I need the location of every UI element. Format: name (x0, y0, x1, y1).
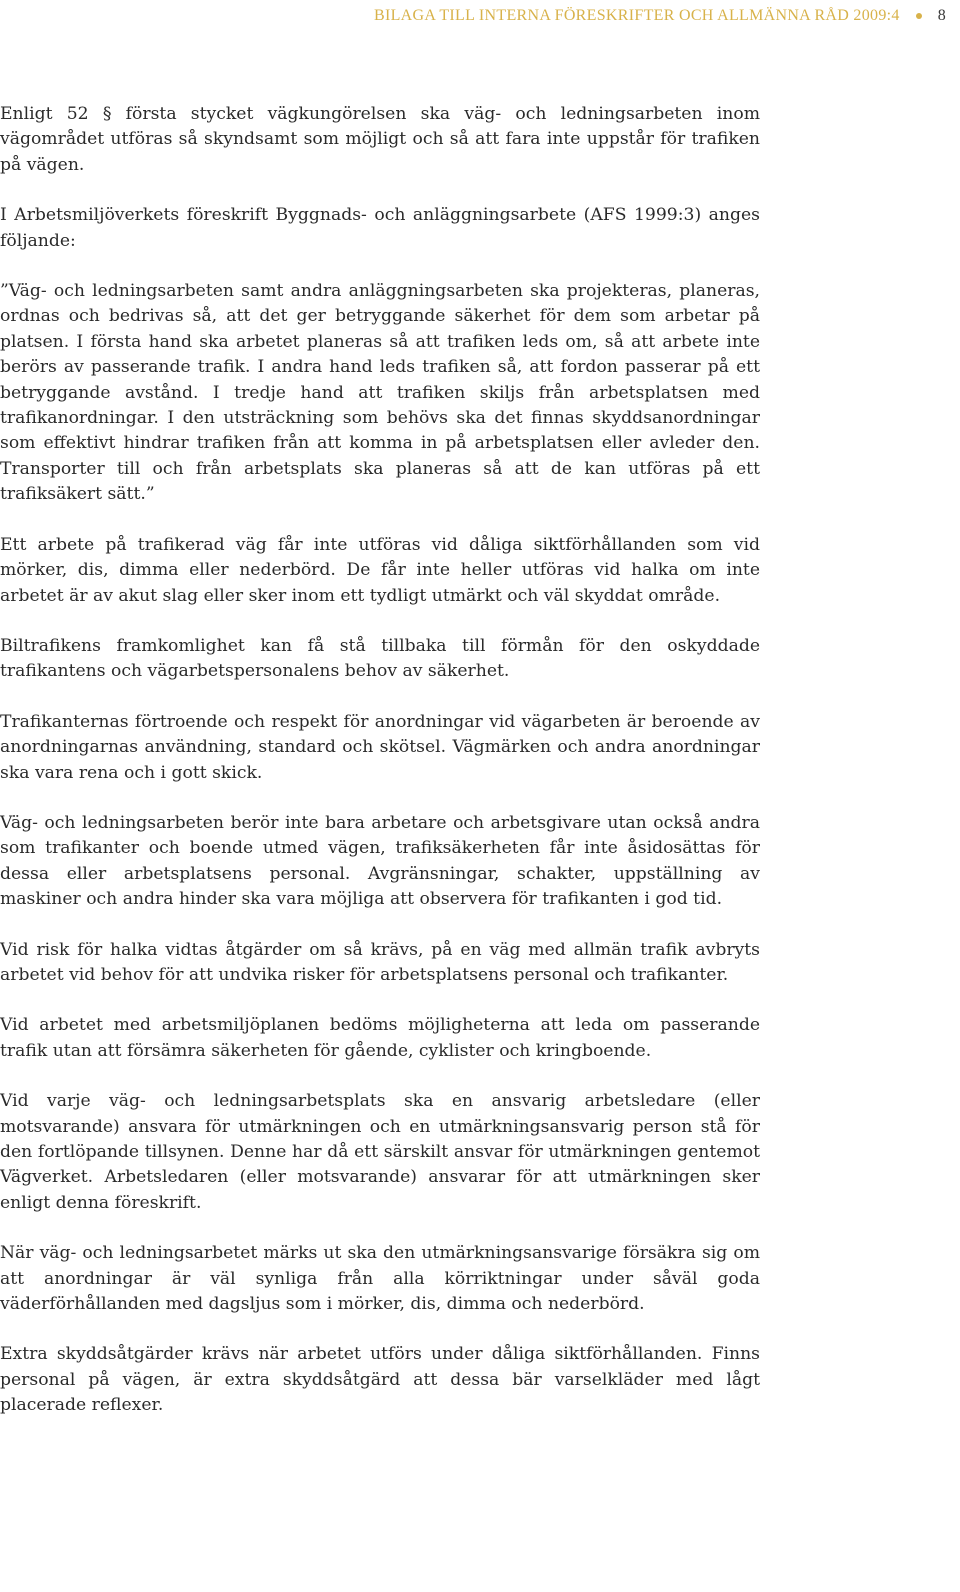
page-header (374, 5, 946, 27)
paragraph-11: När väg- och ledningsarbetet märks ut ska den utmärkningsansvarige försäkra sig om att anordningar är väl synliga från alla körriktningar under såväl goda väderförhållanden med dagsljus som i mörker, dis, dimma och nederbörd. (0, 1243, 760, 1315)
quote-paragraph: ”Väg- och ledningsarbeten samt andra anläggningsarbeten ska projekteras, planeras, ordnas och bedrivas så, att det ger betryggande säkerhet för dem som arbetar på platsen. I första hand ska arbetet planeras så att trafiken leds om, så att arbete inte berörs av passerande trafik. I andra hand leds trafiken så, att fordon passerar på ett betryggande avstånd. I tredje hand att trafiken skiljs från arbetsplatsen med trafikanordningar. I den utsträckning som behövs ska det finnas skyddsanordningar som effektivt hindrar trafiken från att komma in på arbetsplatsen eller avleder den. Transporter till och från arbetsplats ska planeras så att de kan utföras på ett trafiksäkert sätt.” (0, 281, 760, 505)
paragraph-8: Vid risk för halka vidtas åtgärder om så krävs, på en väg med allmän trafik avbryts arbetet vid behov för att undvika risker för arbetsplatsens personal och trafikanter. (0, 939, 760, 985)
paragraph-9: Vid arbetet med arbetsmiljöplanen bedöms möjligheterna att leda om passerande trafik utan att försämra säkerheten för gående, cyklister och kringboende. (0, 1015, 760, 1061)
paragraph-7: Väg- och ledningsarbeten berör inte bara arbetare och arbetsgivare utan också andra som trafikanter och boende utmed vägen, trafiksäkerheten får inte åsidosättas för dessa eller arbetsplatsens personal. Avgränsningar, schakter, uppställning av maskiner och andra hinder ska vara möjliga att observera för trafikanten i god tid. (0, 812, 760, 910)
page-number: 8 (937, 7, 946, 24)
paragraph-12: Extra skyddsåtgärder krävs när arbetet utförs under dåliga siktförhållanden. Finns personal på vägen, är extra skyddsåtgärd att dessa bär varselkläder med lågt placerade reflexer. (0, 1344, 760, 1416)
paragraph-2: I Arbetsmiljöverkets föreskrift Byggnads- och anläggningsarbete (AFS 1999:3) anges följande: (0, 205, 760, 251)
paragraph-4: Ett arbete på trafikerad väg får inte utföras vid dåliga siktförhållanden som vid mörker, dis, dimma eller nederbörd. De får inte heller utföras vid halka om inte arbetet är av akut slag eller sker inom ett tydligt utmärkt och väl skyddat område. (0, 534, 760, 606)
paragraph-1: Enligt 52 § första stycket vägkungörelsen ska väg- och ledningsarbeten inom vägområdet utföras så skyndsamt som möjligt och så att fara inte uppstår för trafiken på vägen. (0, 104, 760, 175)
bullet-dot-icon (916, 13, 922, 19)
header-title: BILAGA TILL INTERNA FÖRESKRIFTER OCH ALLMÄNNA RÅD 2009:4 (373, 7, 900, 24)
paragraph-5: Biltrafikens framkomlighet kan få stå tillbaka till förmån för den oskyddade trafikantens och vägarbetspersonalens behov av säkerhet. (0, 635, 760, 682)
document-body (0, 102, 760, 1444)
paragraph-6: Trafikanternas förtroende och respekt för anordningar vid vägarbeten är beroende av anordningarnas användning, standard och skötsel. Vägmärken och andra anordningar ska vara rena och i gott skick. (0, 711, 760, 783)
paragraph-10: Vid varje väg- och ledningsarbetsplats ska en ansvarig arbetsledare (eller motsvarande) ansvara för utmärkningen och en utmärkningsansvarig person stå för den fortlöpande tillsynen. Denne har då ett särskilt ansvar för utmärkningen gentemot Vägverket. Arbetsledaren (eller motsvarande) ansvarar för att utmärkningen sker enligt denna föreskrift. (0, 1091, 760, 1213)
